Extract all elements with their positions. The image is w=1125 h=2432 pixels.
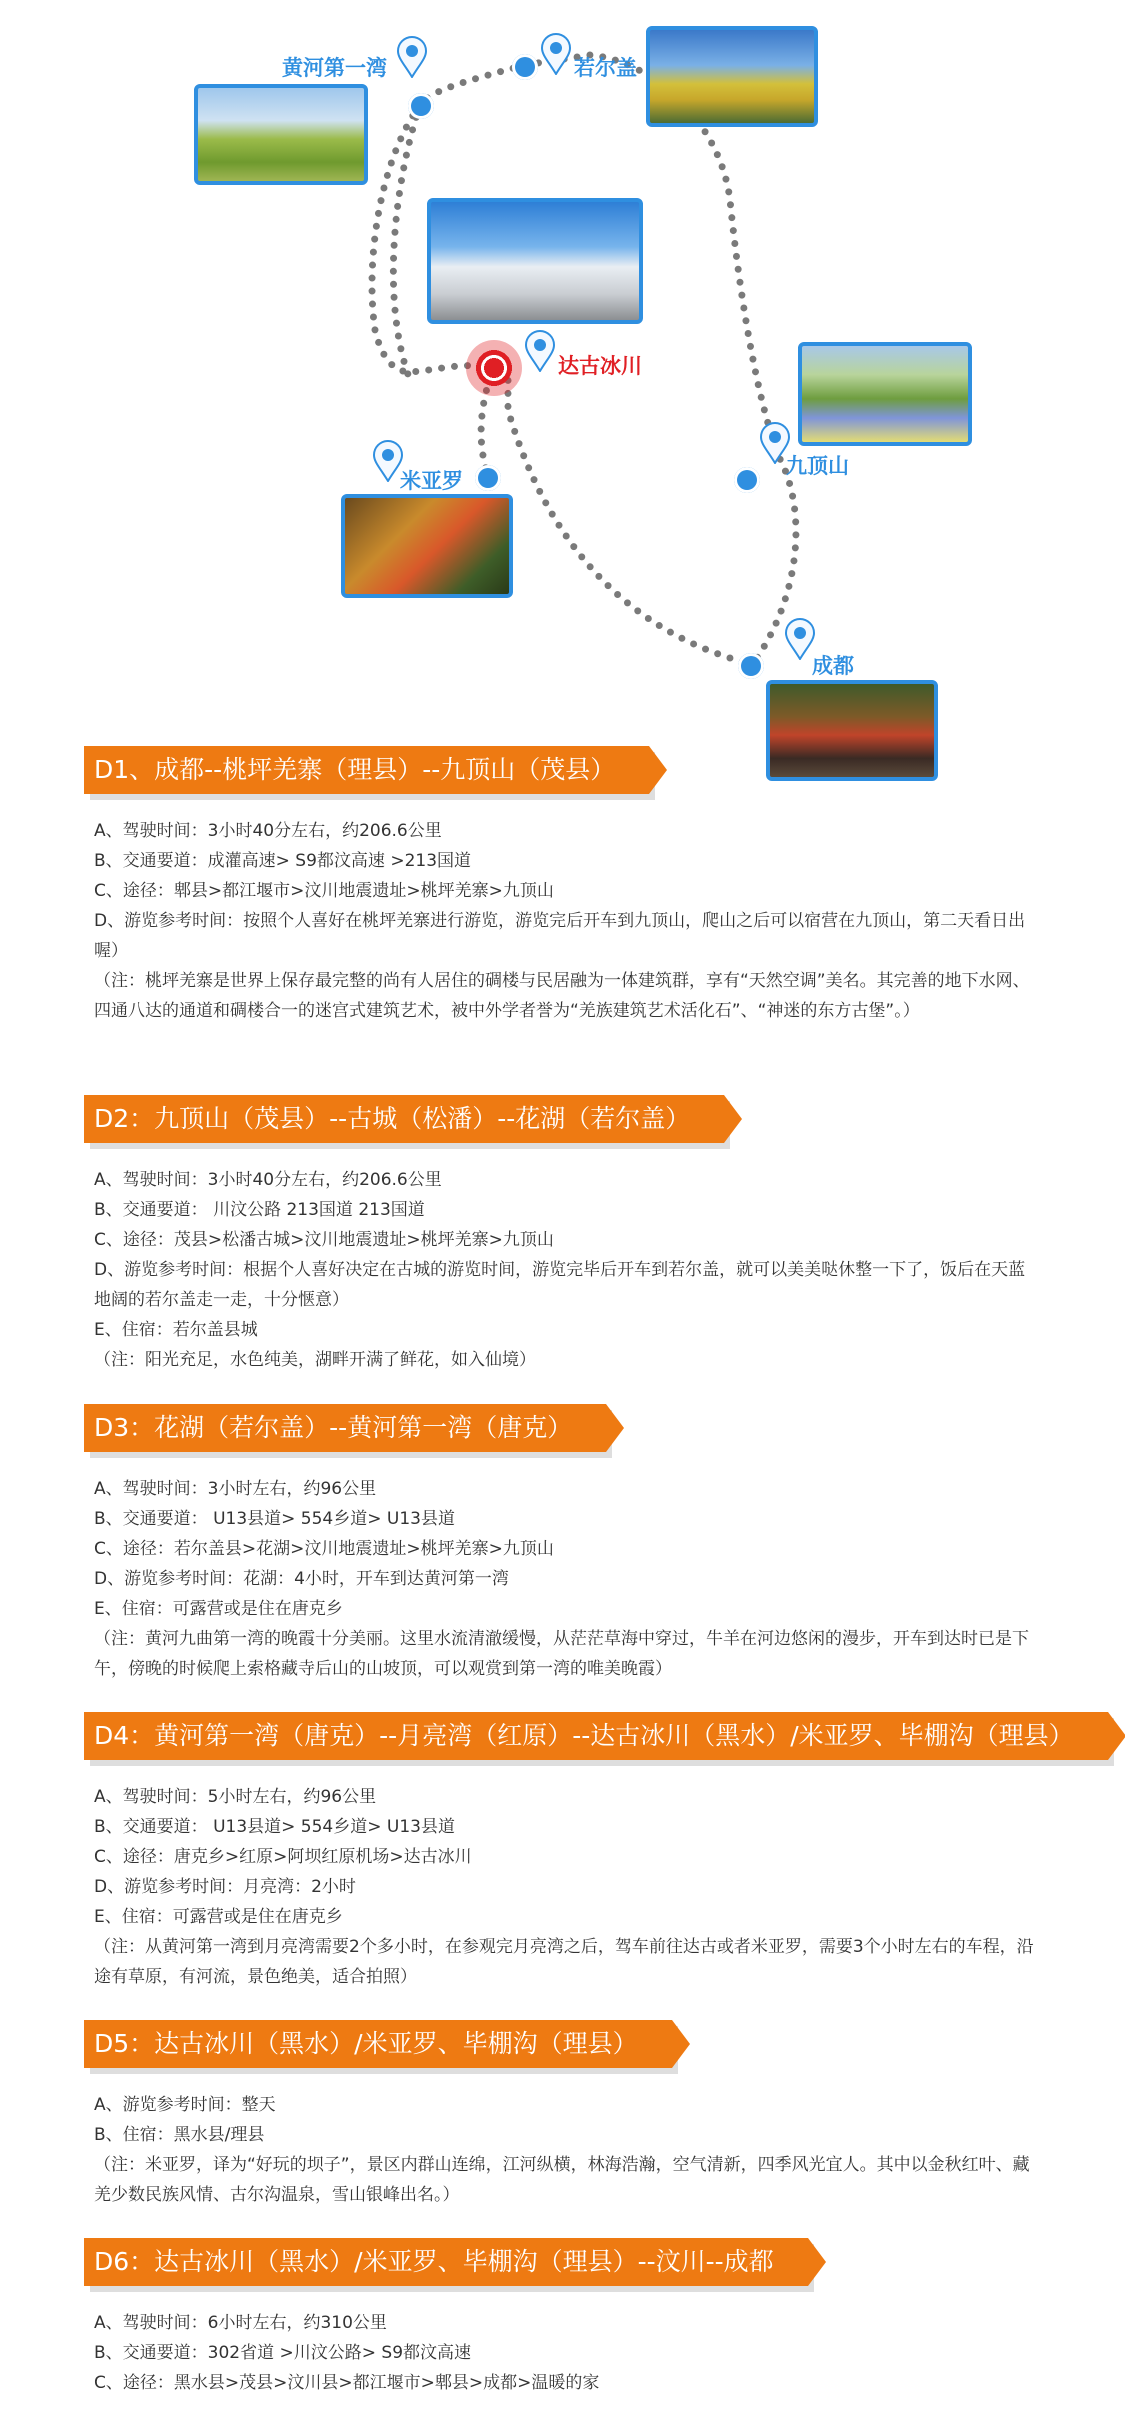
marker-chengdu[interactable] [738,653,764,679]
detail-line: C、途径：若尔盖县>花湖>汶川地震遗址>桃坪羌寨>九顶山 [94,1539,554,1559]
detail-line: B、交通要道：302省道 >川汶公路> S9都汶高速 [94,2343,472,2363]
location-pin-icon [540,33,572,75]
day-note: （注：从黄河第一湾到月亮湾需要2个多小时，在参观完月亮湾之后，驾车前往达古或者米亚罗，需要3个小时左右的车程，沿途有草原，有河流，景色绝美，适合拍照） [94,1937,1034,1987]
day-title: D5：达古冰川（黑水）/米亚罗、毕棚沟（理县） [84,2020,672,2068]
detail-line: D、游览参考时间：花湖：4小时，开车到达黄河第一湾 [94,1569,509,1589]
detail-line: D、游览参考时间：根据个人喜好决定在古城的游览时间，游览完毕后开车到若尔盖，就可以美美哒休整一下了，饭后在天蓝地阔的若尔盖走一走，十分惬意） [94,1260,1026,1310]
marker-huanghe[interactable] [408,93,434,119]
day-section [0,1404,1125,1684]
day-title: D6：达古冰川（黑水）/米亚罗、毕棚沟（理县）--汶川--成都 [84,2238,808,2286]
detail-line: A、驾驶时间：3小时左右，约96公里 [94,1479,377,1499]
day-section [0,2020,1125,2210]
day-title: D1、成都--桃坪羌寨（理县）--九顶山（茂县） [84,746,649,794]
marker-ruoergai[interactable] [512,54,538,80]
day-details [94,2090,1034,2210]
label-ruoergai: 若尔盖 [574,56,637,80]
marker-jiuding[interactable] [734,467,760,493]
photo-jiuding [798,342,972,446]
day-details [94,2308,1034,2398]
day-note: （注：桃坪羌寨是世界上保存最完整的尚有人居住的碉楼与民居融为一体建筑群，享有“天然空调”美名。其完善的地下水网、四通八达的通道和碉楼合一的迷宫式建筑艺术，被中外学者誉为“羌族建筑艺术活化石”、“神迷的东方古堡”。） [94,971,1030,1021]
day-section [0,2238,1125,2398]
day-note: （注：米亚罗，译为“好玩的坝子”，景区内群山连绵，江河纵横，林海浩瀚，空气清新，四季风光宜人。其中以金秋红叶、藏羌少数民族风情、古尔沟温泉，雪山银峰出名。） [94,2155,1030,2205]
detail-line: B、交通要道： U13县道> 554乡道> U13县道 [94,1509,455,1529]
detail-line: E、住宿：可露营或是住在唐克乡 [94,1599,343,1619]
day-note: （注：黄河九曲第一湾的晚霞十分美丽。这里水流清澈缓慢，从茫茫草海中穿过，牛羊在河边悠闲的漫步，开车到达时已是下午，傍晚的时候爬上索格藏寺后山的山坡顶，可以观赏到第一湾的唯美晚霞） [94,1629,1029,1679]
location-pin-icon [396,36,428,78]
photo-ruoergai [646,26,818,127]
day-section [0,1095,1125,1375]
photo-huanghe [194,84,368,185]
detail-line: C、途径：唐克乡>红原>阿坝红原机场>达古冰川 [94,1847,472,1867]
detail-line: A、驾驶时间：5小时左右，约96公里 [94,1787,377,1807]
label-dagu: 达古冰川 [558,354,642,378]
day-details [94,1782,1034,1992]
label-miyaluo: 米亚罗 [400,469,463,493]
detail-line: B、交通要道：成灌高速> S9都汶高速 >213国道 [94,851,472,871]
day-section [0,1712,1125,1992]
detail-line: E、住宿：若尔盖县城 [94,1320,258,1340]
detail-line: D、游览参考时间：按照个人喜好在桃坪羌寨进行游览，游览完后开车到九顶山，爬山之后可以宿营在九顶山，第二天看日出喔） [94,911,1026,961]
marker-dagu[interactable] [466,340,522,396]
detail-line: A、游览参考时间：整天 [94,2095,276,2115]
marker-miyaluo[interactable] [475,465,501,491]
detail-line: C、途径：茂县>松潘古城>汶川地震遗址>桃坪羌寨>九顶山 [94,1230,554,1250]
day-note: （注：阳光充足，水色纯美，湖畔开满了鲜花，如入仙境） [94,1350,536,1370]
day-title: D2：九顶山（茂县）--古城（松潘）--花湖（若尔盖） [84,1095,724,1143]
detail-line: D、游览参考时间：月亮湾：2小时 [94,1877,356,1897]
route-map [0,0,1125,760]
label-jiuding: 九顶山 [786,454,849,478]
location-pin-icon [524,330,556,372]
detail-line: A、驾驶时间：3小时40分左右，约206.6公里 [94,1170,442,1190]
label-chengdu: 成都 [812,654,854,678]
day-title: D3：花湖（若尔盖）--黄河第一湾（唐克） [84,1404,606,1452]
day-title: D4：黄河第一湾（唐克）--月亮湾（红原）--达古冰川（黑水）/米亚罗、毕棚沟（理县） [84,1712,1108,1760]
label-huanghe: 黄河第一湾 [282,56,387,80]
detail-line: C、途径：郫县>都江堰市>汶川地震遗址>桃坪羌寨>九顶山 [94,881,554,901]
detail-line: B、交通要道： 川汶公路 213国道 213国道 [94,1200,425,1220]
day-details [94,816,1034,1026]
photo-miyaluo [341,494,513,598]
day-details [94,1474,1034,1684]
day-section [0,746,1125,1026]
detail-line: A、驾驶时间：6小时左右，约310公里 [94,2313,387,2333]
day-details [94,1165,1034,1375]
detail-line: B、交通要道： U13县道> 554乡道> U13县道 [94,1817,455,1837]
detail-line: A、驾驶时间：3小时40分左右，约206.6公里 [94,821,442,841]
detail-line: C、途径：黑水县>茂县>汶川县>都江堰市>郫县>成都>温暖的家 [94,2373,600,2393]
detail-line: B、住宿：黑水县/理县 [94,2125,265,2145]
detail-line: E、住宿：可露营或是住在唐克乡 [94,1907,343,1927]
photo-dagu [427,198,643,324]
